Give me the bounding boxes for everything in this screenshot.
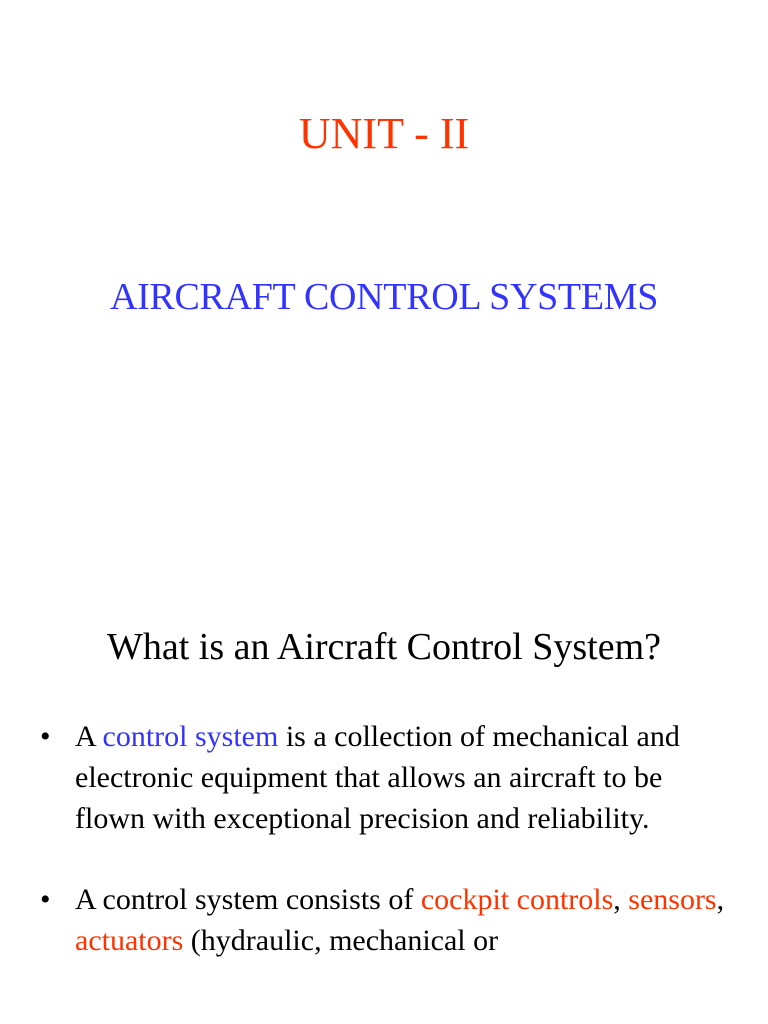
highlight-sensors: sensors [628,883,717,916]
highlight-cockpit-controls: cockpit controls [420,883,614,916]
bullet-text-pre: A control system consists of [75,883,421,916]
main-title: AIRCRAFT CONTROL SYSTEMS [109,276,659,318]
bullet-text-post: is a collection of mechanical and electronic equipment that allows an aircraft to be flown with exceptional precision and reliability. [75,720,680,835]
bullet-text-post: (hydraulic, mechanical or [183,924,499,957]
bullet-item-definition [0,716,768,839]
bullet-icon: • [40,720,51,753]
bullet-icon: • [40,883,51,916]
bullet-text-pre: A [75,720,103,753]
bullet-item-components [0,879,768,961]
slide-heading: What is an Aircraft Control System? [106,626,662,668]
unit-title: UNIT - II [298,109,470,158]
content-slide [0,512,768,1024]
highlight-actuators: actuators [75,924,184,957]
bullet-list [0,716,768,1001]
separator: , [613,883,629,916]
highlight-control-system: control system [102,720,279,753]
separator: , [716,883,725,916]
